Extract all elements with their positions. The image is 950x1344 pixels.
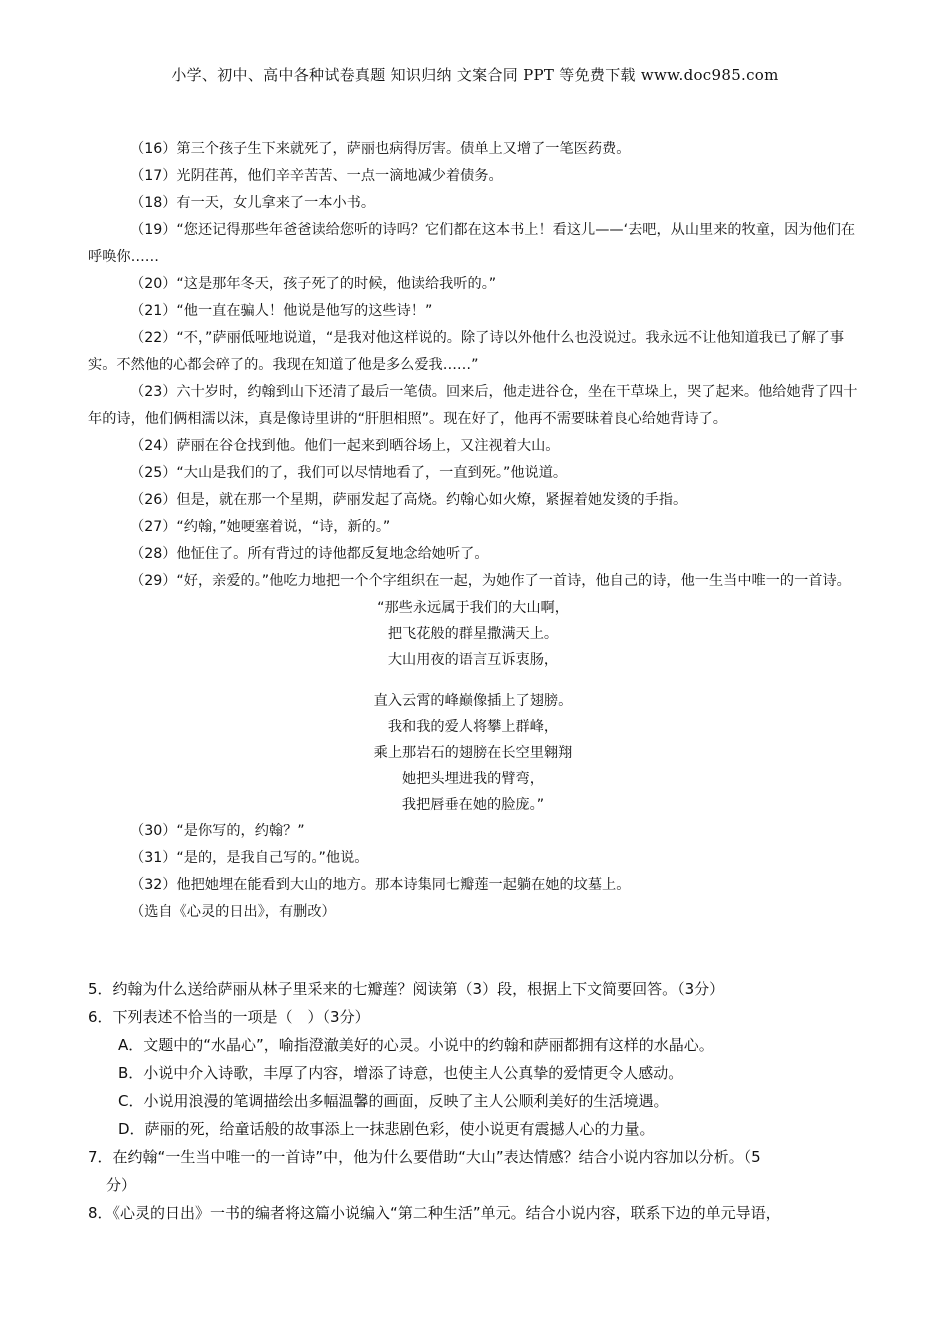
story-body bbox=[88, 136, 858, 926]
poem-line: 把飞花般的群星撒满天上。 bbox=[387, 626, 559, 642]
question-6: 6．下列表述不恰当的一项是（ ）（3分） bbox=[88, 1008, 370, 1026]
paragraph-30: （30）“是你写的，约翰？” bbox=[130, 823, 305, 839]
paragraph-18: （18）有一天，女儿拿来了一本小书。 bbox=[130, 195, 376, 211]
question-5: 5．约翰为什么送给萨丽从林子里采来的七瓣莲？阅读第（3）段，根据上下文简要回答。（3分） bbox=[88, 980, 725, 998]
paragraph-27: （27）“约翰，”她哽塞着说，“诗，新的。” bbox=[130, 519, 391, 535]
poem-line: 直入云霄的峰巅像插上了翅膀。 bbox=[373, 693, 573, 709]
page-header: 小学、初中、高中各种试卷真题 知识归纳 文案合同 PPT 等免费下载 www.doc985.com bbox=[171, 66, 779, 84]
poem-line: 我和我的爱人将攀上群峰， bbox=[387, 719, 559, 735]
paragraph-31: （31）“是的，是我自己写的。”他说。 bbox=[130, 850, 369, 866]
poem-line: 我把唇垂在她的脸庞。” bbox=[401, 797, 545, 813]
poem-line: 乘上那岩石的翅膀在长空里翱翔 bbox=[373, 745, 573, 761]
questions bbox=[88, 975, 863, 1227]
paragraph-19: （19）“您还记得那些年爸爸读给您听的诗吗？它们都在这本书上！看这儿——‘去吧，从山里来的牧童，因为他们在呼唤你…… bbox=[88, 222, 856, 265]
poem-line: 大山用夜的语言互诉衷肠， bbox=[387, 652, 559, 668]
paragraph-24: （24）萨丽在谷仓找到他。他们一起来到晒谷场上，又注视着大山。 bbox=[130, 438, 560, 454]
option-a: A．文题中的“水晶心”，喻指澄澈美好的心灵。小说中的约翰和萨丽都拥有这样的水晶心。 bbox=[118, 1036, 714, 1054]
paragraph-32: （32）他把她埋在能看到大山的地方。那本诗集同七瓣莲一起躺在她的坟墓上。 bbox=[130, 877, 631, 893]
paragraph-21: （21）“他一直在骗人！他说是他写的这些诗！” bbox=[130, 303, 433, 319]
paragraph-26: （26）但是，就在那一个星期，萨丽发起了高烧。约翰心如火燎，紧握着她发烫的手指。 bbox=[130, 492, 688, 508]
paragraph-16: （16）第三个孩子生下来就死了，萨丽也病得厉害。债单上又增了一笔医药费。 bbox=[130, 141, 631, 157]
source-citation: （选自《心灵的日出》，有删改） bbox=[130, 904, 336, 920]
poem-line: 她把头埋进我的臂弯， bbox=[402, 771, 544, 787]
poem bbox=[88, 595, 858, 818]
paragraph-28: （28）他怔住了。所有背过的诗他都反复地念给她听了。 bbox=[130, 546, 489, 562]
paragraph-25: （25）“大山是我们的了，我们可以尽情地看了，一直到死。”他说道。 bbox=[130, 465, 568, 481]
paragraph-23: （23）六十岁时，约翰到山下还清了最后一笔债。回来后，他走进谷仓，坐在干草垛上，哭了起来。他给她背了四十年的诗，他们俩相濡以沫，真是像诗里讲的“肝胆相照”。现在好了，他再不需要昧着良心给她背诗了。 bbox=[88, 384, 858, 427]
paragraph-17: （17）光阴荏苒，他们辛辛苦苦、一点一滴地减少着债务。 bbox=[130, 168, 503, 184]
option-d: D．萨丽的死，给童话般的故事添上一抹悲剧色彩，使小说更有震撼人心的力量。 bbox=[118, 1120, 655, 1138]
paragraph-20: （20）“这是那年冬天，孩子死了的时候，他读给我听的。” bbox=[130, 276, 497, 292]
option-b: B．小说中介入诗歌，丰厚了内容，增添了诗意，也使主人公真挚的爱情更令人感动。 bbox=[118, 1064, 684, 1082]
stanza-gap bbox=[88, 673, 858, 688]
paragraph-22: （22）“不，”萨丽低哑地说道，“是我对他这样说的。除了诗以外他什么也没说过。我永远不让他知道我已了解了事实。不然他的心都会碎了的。我现在知道了他是多么爱我……” bbox=[88, 330, 845, 373]
option-c: C．小说用浪漫的笔调描绘出多幅温馨的画面，反映了主人公顺利美好的生活境遇。 bbox=[118, 1092, 669, 1110]
question-7: 7．在约翰“一生当中唯一的一首诗”中，他为什么要借助“大山”表达情感？结合小说内容加以分析。（5 bbox=[88, 1148, 761, 1166]
poem-line: “那些永远属于我们的大山啊， bbox=[377, 600, 569, 616]
question-8: 8．《心灵的日出》一书的编者将这篇小说编入“第二种生活”单元。结合小说内容，联系下边的单元导语， bbox=[88, 1204, 781, 1222]
paragraph-29: （29）“好，亲爱的。”他吃力地把一个个字组织在一起，为她作了一首诗，他自己的诗，他一生当中唯一的一首诗。 bbox=[130, 573, 851, 589]
question-7-continued: 分） bbox=[106, 1176, 137, 1194]
